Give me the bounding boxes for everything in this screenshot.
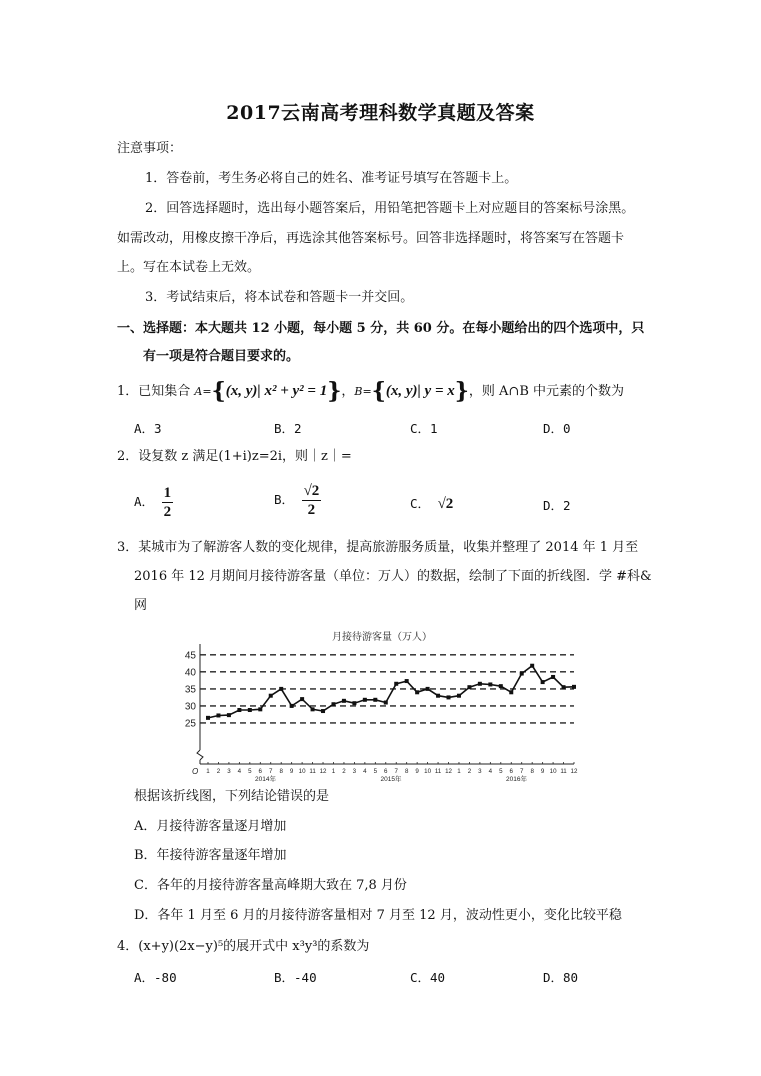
y-tick-label: 45: [184, 650, 196, 662]
page-title: 2017云南高考理科数学真题及答案: [226, 102, 535, 124]
q1-brace-close-b: }: [454, 378, 469, 404]
q1-set-a-name: A=: [194, 385, 212, 398]
q1-option-c: C．1: [410, 421, 438, 436]
x-tick-label: 7: [269, 768, 273, 775]
q2-option-a-label: A．: [134, 494, 155, 509]
y-tick-label: 30: [184, 701, 196, 713]
q3-option-a: A．月接待游客量逐月增加: [134, 819, 287, 834]
x-tick-label: 8: [530, 768, 534, 775]
x-tick-label: 9: [540, 768, 545, 775]
chart-grid: [200, 655, 574, 723]
x-tick-label: 7: [394, 768, 398, 775]
x-tick-label: 8: [404, 768, 409, 775]
data-point: [572, 685, 576, 689]
question-3-line3: 网: [134, 598, 148, 613]
data-point: [331, 702, 335, 706]
x-tick-label: 5: [248, 768, 252, 775]
q3-option-c: C．各年的月接待游客量高峰期大致在 7,8 月份: [134, 878, 407, 893]
data-point: [290, 704, 294, 708]
q4-option-d: D．80: [543, 970, 579, 985]
q2-option-c: [410, 494, 453, 513]
q3-option-d: D．各年 1 月至 6 月的月接待游客量相对 7 月至 12 月，波动性更小，变化比较平稳: [134, 908, 622, 923]
q2-option-a: [134, 484, 173, 521]
x-tick-label: 4: [363, 768, 367, 775]
notice-item-3: 3．考试结束后，将本试卷和答题卡一并交回。: [145, 290, 414, 305]
x-tick-label: 3: [478, 768, 482, 775]
x-tick-label: 6: [258, 768, 263, 775]
q2-b-numerator: √2: [303, 483, 320, 499]
notice-item-2-cont: 如需改动，用橡皮擦干净后，再选涂其他答案标号。回答非选择题时，将答案写在答题卡: [117, 231, 625, 246]
q2-option-b-label: B．: [274, 492, 295, 507]
data-point: [457, 694, 461, 698]
q1-set-b: (x, y)| y = x: [385, 383, 455, 399]
q4-option-b: B．-40: [274, 970, 317, 985]
question-4: 4．(x+y)(2x−y)⁵的展开式中 x³y³的系数为: [117, 939, 370, 954]
x-tick-label: 2: [467, 768, 472, 775]
q4-option-a: A．-80: [134, 970, 177, 985]
x-tick-label: 12: [445, 768, 452, 775]
data-point: [373, 698, 377, 702]
data-point: [394, 682, 398, 686]
x-tick-label: 11: [560, 768, 567, 775]
q2-option-b: [274, 482, 321, 519]
x-tick-label: 11: [434, 768, 442, 775]
q1-brace-close-a: }: [327, 378, 342, 404]
y-axis: [185, 644, 203, 764]
q1-set-a: (x, y)| x² + y² = 1: [225, 383, 328, 399]
x-tick-label: 5: [499, 768, 503, 775]
x-tick-label: 3: [227, 768, 231, 775]
data-point: [384, 701, 388, 705]
x-tick-label: 6: [509, 768, 513, 775]
data-point: [509, 690, 513, 694]
question-2: 2．设复数 z 满足(1+i)z=2i，则｜z｜=: [117, 449, 352, 464]
line-chart: [172, 628, 580, 783]
year-label: 2014年: [255, 776, 276, 783]
data-point: [352, 701, 356, 705]
data-point: [426, 687, 430, 691]
data-point: [269, 694, 273, 698]
question-3-line1: 3．某城市为了解游客人数的变化规律，提高旅游服务质量，收集并整理了 2014 年 1 月至: [117, 540, 639, 555]
question-3-prompt: 根据该折线图，下列结论错误的是: [134, 789, 330, 804]
q3-option-b: B．年接待游客量逐年增加: [134, 848, 287, 863]
x-tick-label: 10: [298, 768, 306, 775]
data-point: [300, 697, 304, 701]
data-point: [206, 716, 210, 720]
q2-option-d: D．2: [543, 498, 571, 513]
x-tick-label: 10: [549, 768, 557, 775]
q2-option-b-fraction: [302, 482, 322, 519]
data-point: [227, 713, 231, 717]
notice-item-2: 2．回答选择题时，选出每小题答案后，用铅笔把答题卡上对应题目的答案标号涂黑。: [145, 201, 635, 216]
question-1: [117, 378, 625, 404]
data-point: [478, 682, 482, 686]
x-tick-label: 9: [289, 768, 294, 775]
x-tick-label: 12: [319, 768, 327, 775]
data-point: [520, 672, 524, 676]
q2-b-denominator: 2: [307, 502, 316, 518]
origin-label: O: [192, 767, 199, 776]
x-tick-label: 8: [279, 768, 283, 775]
q2-option-c-value: √2: [437, 496, 454, 512]
x-tick-label: 10: [424, 768, 432, 775]
data-point: [499, 684, 503, 688]
x-tick-label: 11: [309, 768, 316, 775]
question-3-line2: 2016 年 12 月期间月接待游客量（单位：万人）的数据，绘制了下面的折线图．学 #科&: [134, 569, 652, 584]
x-tick-label: 1: [331, 768, 336, 775]
q1-option-a: A．3: [134, 421, 162, 436]
year-label: 2015年: [380, 776, 402, 783]
data-point: [415, 690, 419, 694]
y-tick-label: 40: [184, 667, 196, 679]
data-point: [447, 695, 451, 699]
data-point: [405, 679, 409, 683]
q1-option-b: B．2: [274, 421, 302, 436]
data-point: [311, 707, 315, 711]
data-point: [279, 687, 283, 691]
x-tick-label: 3: [352, 768, 357, 775]
data-point: [551, 675, 555, 679]
x-tick-label: 2: [342, 768, 346, 775]
x-tick-label: 2: [216, 768, 221, 775]
data-point: [541, 680, 545, 684]
x-tick-label: 6: [384, 768, 388, 775]
notice-item-1: 1．答卷前，考生务必将自己的姓名、准考证号填写在答题卡上。: [145, 171, 518, 186]
q1-tail: ，则 A∩B 中元素的个数为: [468, 384, 625, 399]
data-point: [342, 699, 346, 703]
data-point: [562, 685, 566, 689]
q2-a-denominator: 2: [163, 504, 172, 520]
y-tick-label: 35: [184, 684, 196, 696]
q1-option-d: D．0: [543, 421, 571, 436]
year-label: 2016年: [506, 776, 527, 783]
q1-brace-open-a: {: [211, 378, 226, 404]
x-tick-label: 12: [570, 768, 578, 775]
y-tick-label: 25: [184, 718, 196, 730]
x-tick-label: 1: [457, 768, 461, 775]
data-point: [216, 713, 220, 717]
axis-break: [197, 750, 203, 760]
data-point: [258, 707, 262, 711]
x-tick-label: 4: [488, 768, 493, 775]
notice-heading: 注意事项：: [117, 141, 183, 156]
q2-option-a-fraction: [162, 484, 174, 521]
data-point: [530, 664, 534, 668]
notice-item-2-cont2: 上。写在本试卷上无效。: [117, 260, 261, 275]
data-point: [488, 682, 492, 686]
x-axis: [192, 762, 578, 783]
series-line: [208, 666, 574, 718]
q1-brace-open-b: {: [371, 378, 386, 404]
data-point: [436, 694, 440, 698]
data-point: [237, 708, 241, 712]
x-tick-label: 7: [519, 768, 524, 775]
data-point: [467, 685, 471, 689]
x-tick-label: 9: [415, 768, 419, 775]
q1-set-b-name: B=: [354, 385, 372, 398]
section-heading: 一、选择题：本大题共 12 小题，每小题 5 分，共 60 分。在每小题给出的四个选项中，只: [117, 321, 645, 336]
chart-title: 月接待游客量（万人）: [332, 632, 432, 643]
q2-a-numerator: 1: [163, 485, 172, 501]
data-point: [363, 698, 367, 702]
data-point: [248, 708, 252, 712]
x-tick-label: 4: [237, 768, 242, 775]
data-point: [321, 709, 325, 713]
x-tick-label: 5: [373, 768, 378, 775]
x-tick-label: 1: [206, 768, 210, 775]
q2-option-c-label: C．: [410, 496, 431, 511]
q4-option-c: C．40: [410, 970, 446, 985]
q1-separator: ，: [341, 384, 355, 399]
q1-number: 1．已知集合: [117, 384, 191, 399]
section-heading-cont: 有一项是符合题目要求的。: [143, 349, 300, 364]
